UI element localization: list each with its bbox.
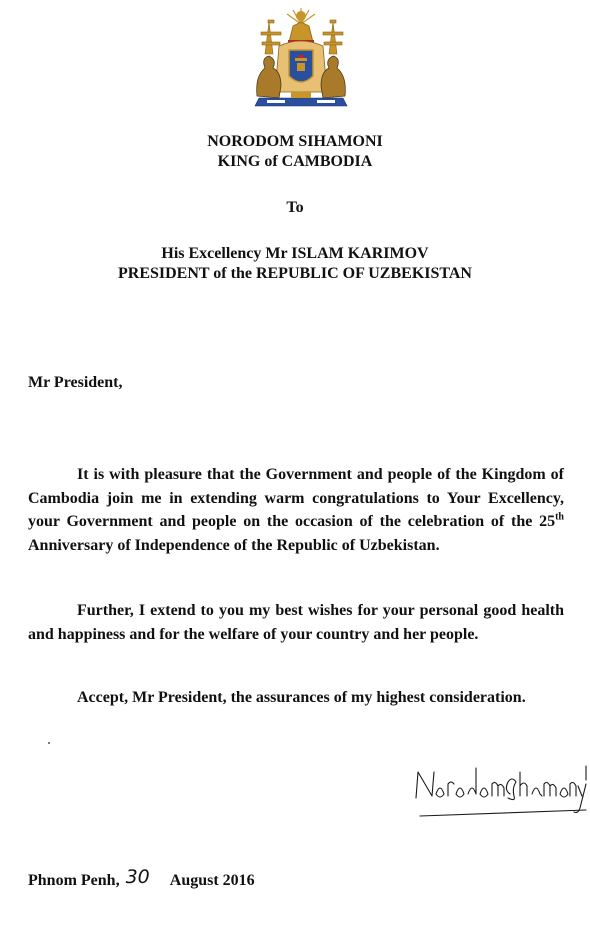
paragraph-wishes: Further, I extend to you my best wishes for your personal good health and happiness and for the welfare of your country and her people.	[28, 602, 564, 643]
royal-arms-of-cambodia-icon	[251, 6, 351, 114]
date-place: Phnom Penh,	[28, 872, 120, 889]
paragraph1-part2: Anniversary of Independence of the Republic of Uzbekistan.	[28, 536, 440, 554]
recipient-title: PRESIDENT of the REPUBLIC OF UZBEKISTAN	[118, 265, 472, 282]
paragraph-congratulations	[28, 463, 564, 557]
sender-title: KING of CAMBODIA	[217, 153, 373, 170]
handwritten-signature-icon	[410, 758, 588, 822]
dateline	[28, 868, 255, 890]
recipient-name: His Excellency Mr ISLAM KARIMOV	[161, 245, 429, 262]
date-day-handwritten: 30	[125, 866, 150, 888]
addressee-prefix: To	[286, 199, 304, 216]
salutation: Mr President,	[28, 374, 123, 391]
ordinal-suffix: th	[555, 511, 564, 523]
date-month-year: August 2016	[169, 872, 255, 889]
sender-name: NORODOM SIHAMONI	[207, 133, 383, 150]
paragraph1-part1: It is with pleasure that the Government and people of the Kingdom of Cambodia join me in extending warm congratulations to Your Excellency, your Government and people on the occasion of the celebration of the 25	[28, 466, 564, 530]
paragraph-closing: Accept, Mr President, the assurances of my highest consideration.	[77, 689, 526, 706]
paper-speck	[48, 742, 50, 744]
